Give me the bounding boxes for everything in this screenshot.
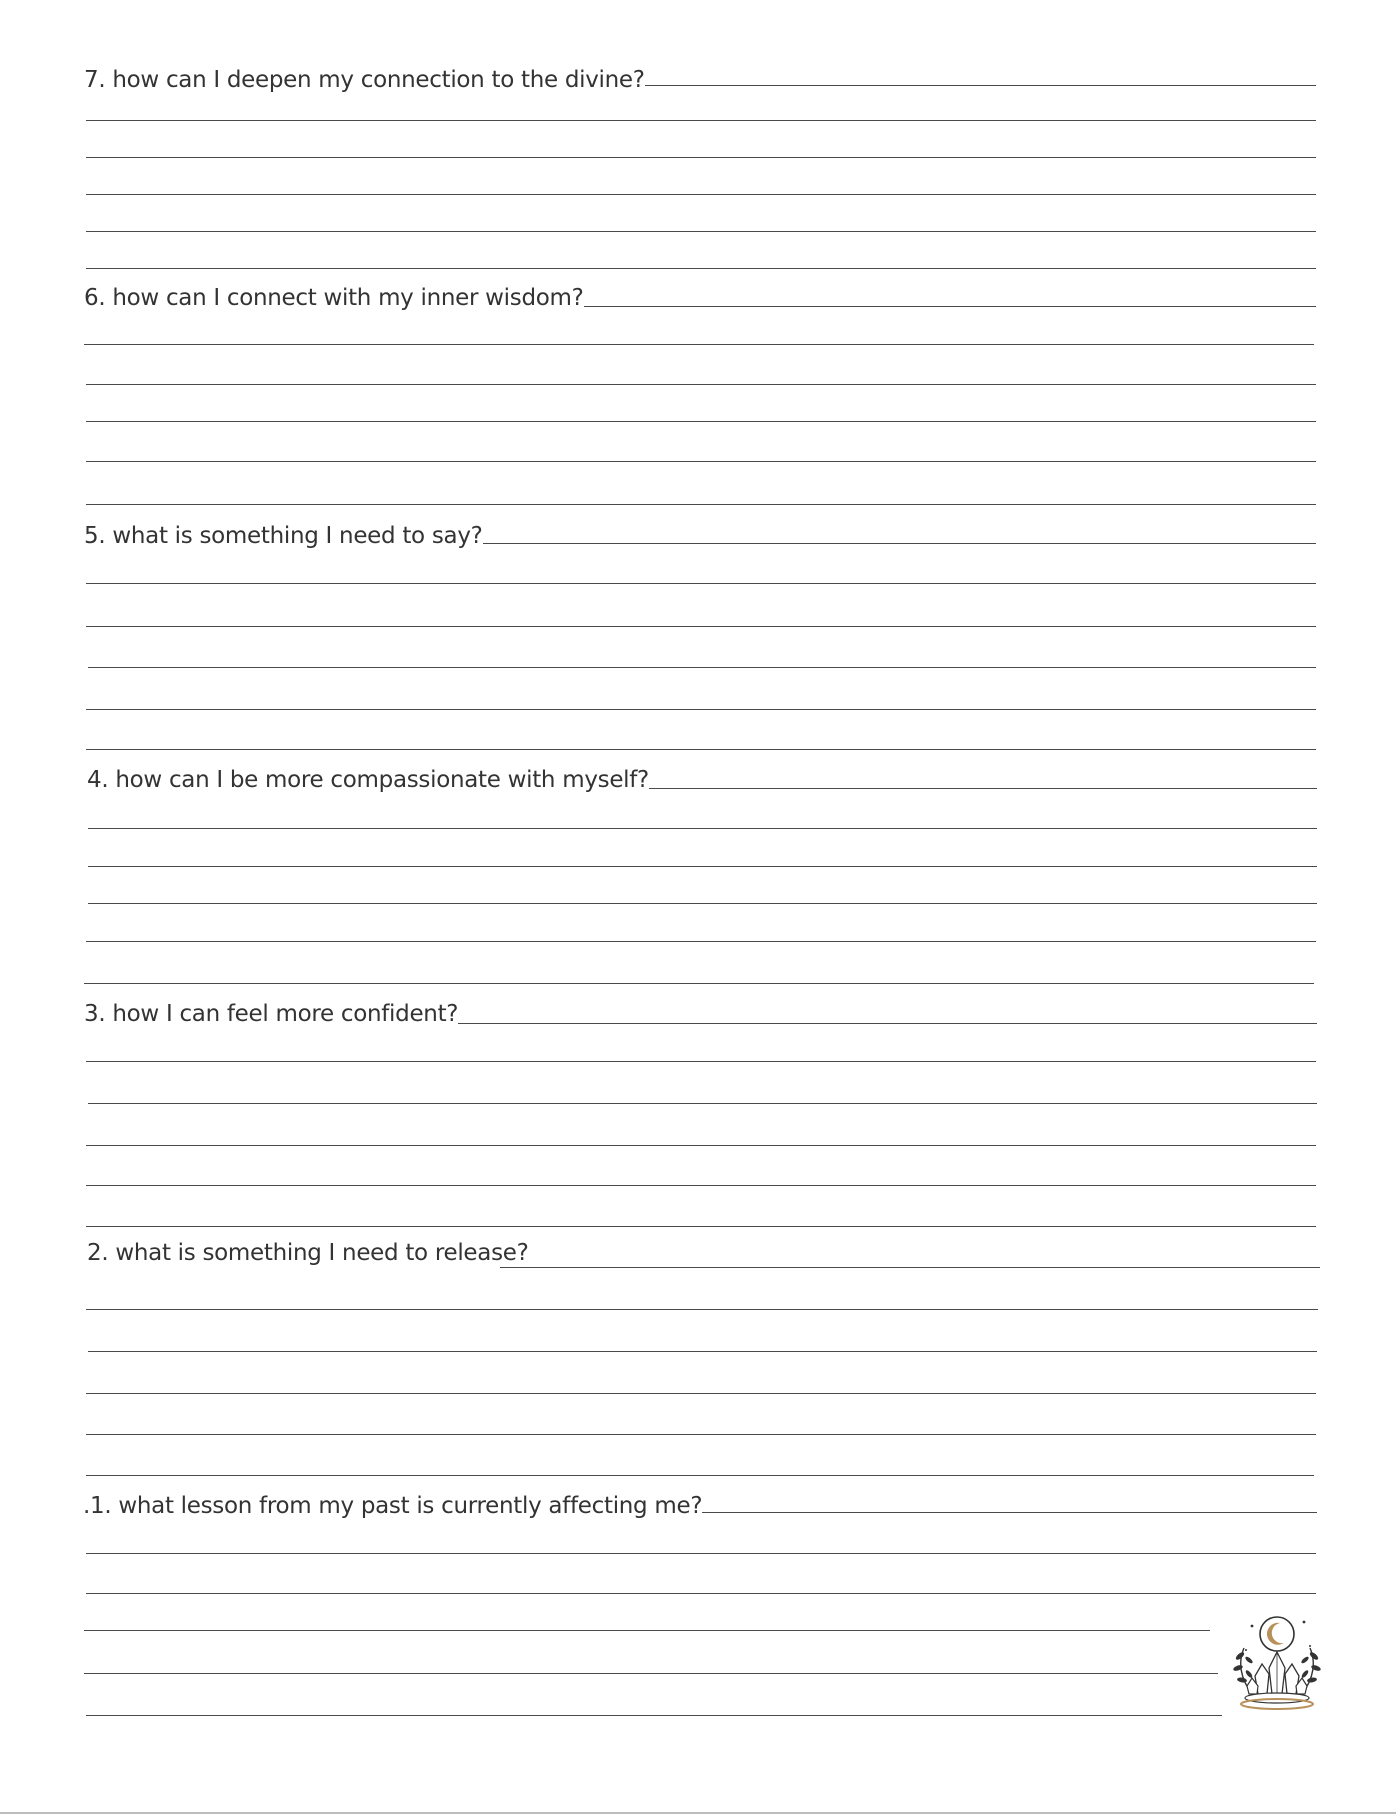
crescent-moon-crystal-icon [1222, 1606, 1332, 1716]
prompt-number: 2. [87, 1240, 109, 1266]
writing-line[interactable] [84, 1673, 1218, 1674]
writing-line[interactable] [606, 788, 1317, 789]
emblem-graphic [1222, 1606, 1332, 1716]
writing-line[interactable] [618, 85, 1316, 86]
writing-line[interactable] [86, 384, 1316, 385]
writing-line[interactable] [86, 1185, 1316, 1186]
prompt-number: 5. [84, 523, 106, 549]
writing-line[interactable] [86, 268, 1316, 269]
writing-line[interactable] [86, 941, 1316, 942]
prompt-text: how I can feel more confident? [112, 1001, 459, 1027]
writing-line[interactable] [500, 1267, 1320, 1268]
writing-line[interactable] [88, 1103, 1317, 1104]
writing-line[interactable] [86, 1593, 1316, 1594]
writing-line[interactable] [84, 344, 1314, 345]
writing-line[interactable] [84, 1630, 1210, 1631]
writing-line[interactable] [86, 749, 1316, 750]
prompt-number: 7. [84, 67, 106, 93]
prompt-5 [84, 522, 483, 550]
prompt-text: how can I deepen my connection to the divine? [112, 67, 645, 93]
writing-line[interactable] [86, 157, 1316, 158]
writing-line[interactable] [86, 626, 1316, 627]
writing-line[interactable] [86, 709, 1316, 710]
writing-line[interactable] [86, 1061, 1316, 1062]
writing-line[interactable] [441, 1023, 1317, 1024]
writing-line[interactable] [86, 583, 1316, 584]
writing-line[interactable] [86, 1475, 1314, 1476]
writing-line[interactable] [86, 461, 1316, 462]
prompt-number: 6. [84, 285, 106, 311]
writing-line[interactable] [86, 1226, 1316, 1227]
writing-line[interactable] [86, 231, 1316, 232]
prompt-1 [83, 1492, 702, 1520]
prompt-2 [87, 1239, 529, 1267]
writing-line[interactable] [86, 194, 1316, 195]
writing-line[interactable] [88, 1351, 1317, 1352]
writing-line[interactable] [86, 1393, 1316, 1394]
prompt-number: 4. [87, 767, 109, 793]
prompt-6 [84, 284, 584, 312]
prompt-3 [84, 1000, 458, 1028]
writing-line[interactable] [86, 421, 1316, 422]
prompt-number: .1. [83, 1493, 112, 1519]
page-bottom-border [0, 1812, 1396, 1814]
prompt-4 [87, 766, 649, 794]
prompt-7 [84, 66, 645, 94]
writing-line[interactable] [86, 1434, 1316, 1435]
prompt-text: what lesson from my past is currently affecting me? [118, 1493, 703, 1519]
writing-line[interactable] [84, 983, 1314, 984]
writing-line[interactable] [86, 1715, 1222, 1716]
writing-line[interactable] [86, 504, 1316, 505]
prompt-text: how can I be more compassionate with myself? [115, 767, 649, 793]
writing-line[interactable] [88, 667, 1316, 668]
prompt-text: how can I connect with my inner wisdom? [112, 285, 584, 311]
writing-line[interactable] [86, 1309, 1318, 1310]
writing-line[interactable] [86, 120, 1316, 121]
prompt-text: what is something I need to release? [115, 1240, 529, 1266]
writing-line[interactable] [88, 866, 1317, 867]
writing-line[interactable] [86, 1553, 1316, 1554]
writing-line[interactable] [88, 903, 1317, 904]
writing-line[interactable] [454, 543, 1316, 544]
writing-line[interactable] [86, 1145, 1316, 1146]
prompt-number: 3. [84, 1001, 106, 1027]
writing-line[interactable] [88, 828, 1317, 829]
writing-line[interactable] [632, 1512, 1317, 1513]
writing-line[interactable] [540, 306, 1316, 307]
prompt-text: what is something I need to say? [112, 523, 483, 549]
